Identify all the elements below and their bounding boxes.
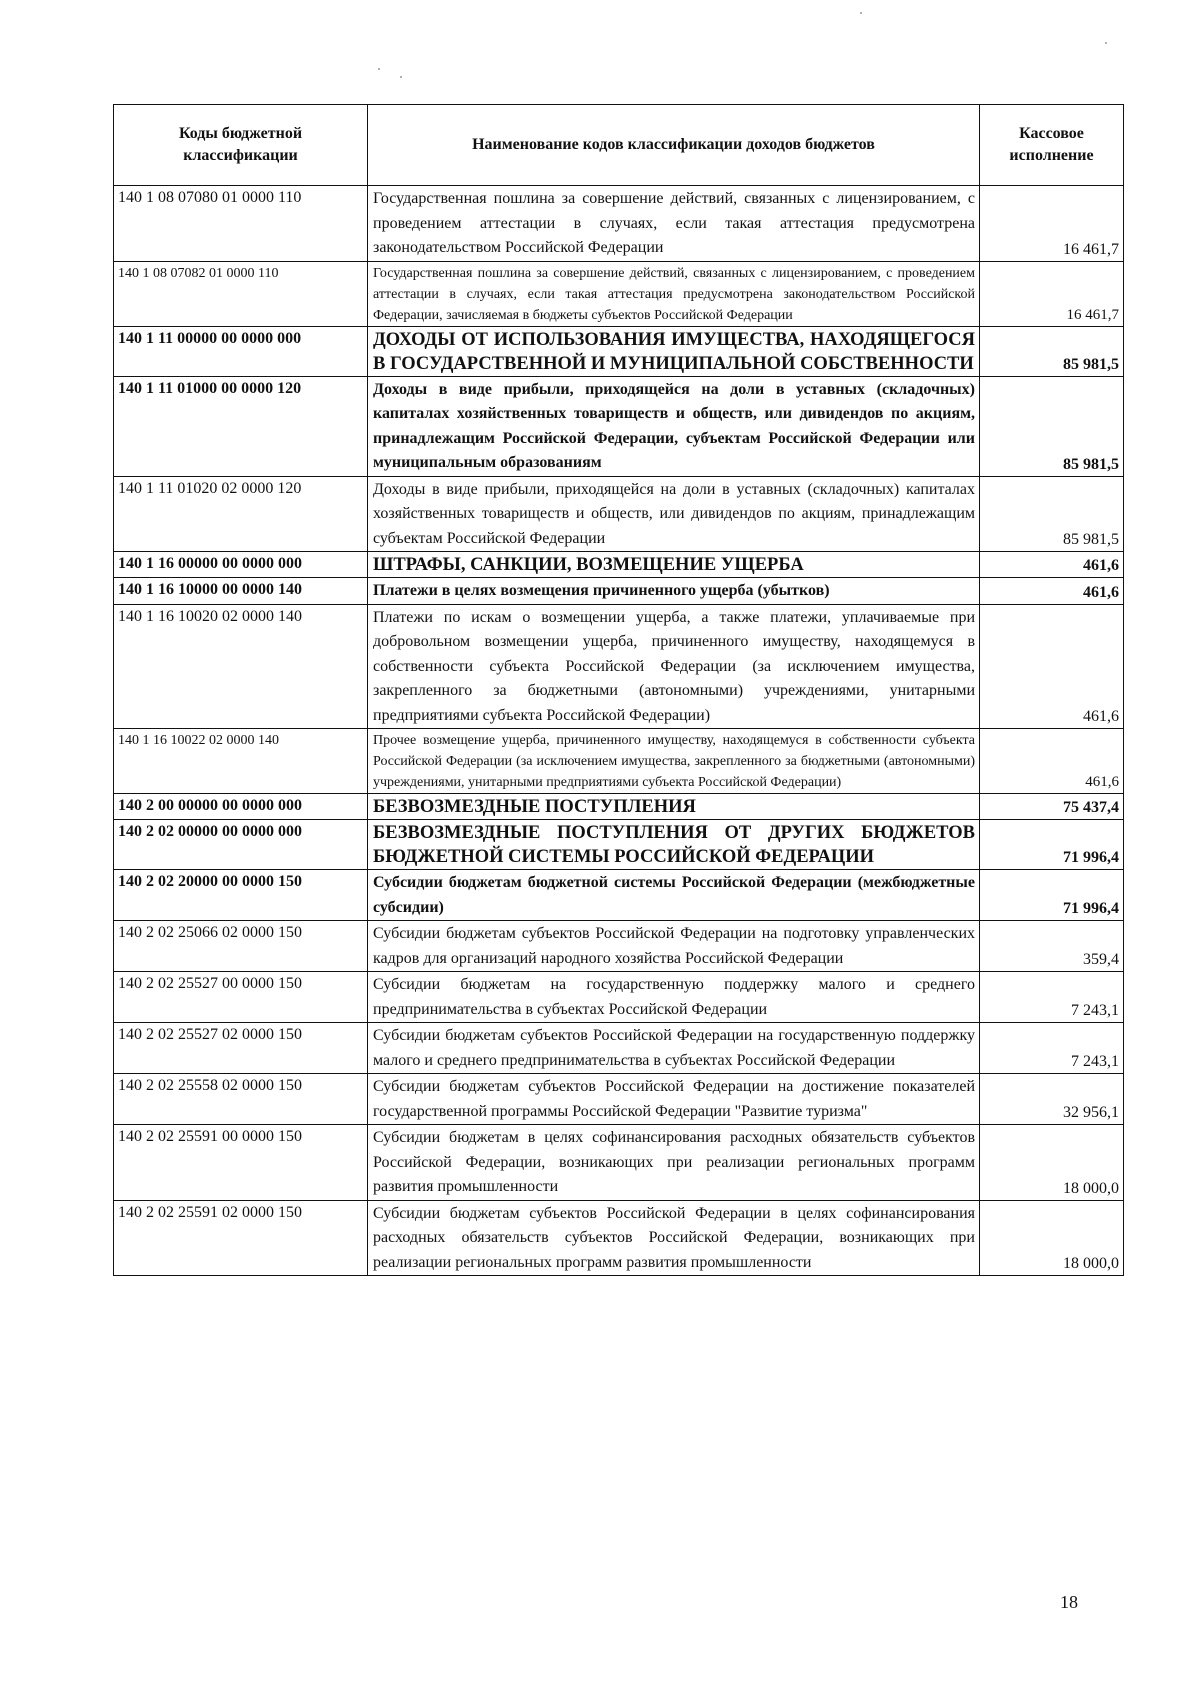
table-row [114,972,1124,1023]
table-row [114,820,1124,870]
budget-code-cell: 140 2 02 25558 02 0000 150 [114,1074,368,1125]
cash-execution-cell: 461,6 [980,729,1124,794]
cash-execution-cell: 461,6 [980,604,1124,729]
budget-code-cell: 140 1 11 00000 00 0000 000 [114,326,368,376]
table-row [114,1023,1124,1074]
revenue-name-cell: Субсидии бюджетам на государственную поддержку малого и среднего предпринимательства в субъектах Российской Федерации [368,972,980,1023]
cash-execution-cell: 85 981,5 [980,476,1124,552]
cash-execution-cell: 7 243,1 [980,972,1124,1023]
budget-code-cell: 140 2 02 25527 02 0000 150 [114,1023,368,1074]
cash-execution-cell: 32 956,1 [980,1074,1124,1125]
revenue-name-cell: ШТРАФЫ, САНКЦИИ, ВОЗМЕЩЕНИЕ УЩЕРБА [368,552,980,578]
cash-execution-cell: 16 461,7 [980,261,1124,326]
table-header-row [114,105,1124,186]
budget-code-cell: 140 2 02 25066 02 0000 150 [114,921,368,972]
cash-execution-cell: 85 981,5 [980,326,1124,376]
table-row [114,870,1124,921]
cash-execution-cell: 18 000,0 [980,1125,1124,1201]
revenue-name-cell: Доходы в виде прибыли, приходящейся на доли в уставных (складочных) капиталах хозяйственных товариществ и обществ, или дивидендов по акциям, принадлежащим Российской Федерации, субъектам Российской Федерации или муниципальным образованиям [368,376,980,476]
revenue-name-cell: Субсидии бюджетам бюджетной системы Российской Федерации (межбюджетные субсидии) [368,870,980,921]
table-row [114,186,1124,262]
table-row [114,921,1124,972]
table-row [114,1125,1124,1201]
table-row [114,261,1124,326]
table-body [114,186,1124,1276]
budget-code-cell: 140 2 02 20000 00 0000 150 [114,870,368,921]
table-row [114,578,1124,605]
cash-execution-cell: 71 996,4 [980,870,1124,921]
cash-execution-cell: 461,6 [980,578,1124,605]
cash-execution-cell: 71 996,4 [980,820,1124,870]
table-row [114,794,1124,820]
revenue-name-cell: Прочее возмещение ущерба, причиненного имуществу, находящемуся в собственности субъекта Российской Федерации (за исключением имущества, закрепленного за бюджетными (автономными) учреждениями, унитарными предприятиями субъекта Российской Федерации) [368,729,980,794]
revenue-name-cell: Государственная пошлина за совершение действий, связанных с лицензированием, с проведением аттестации в случаях, если такая аттестация предусмотрена законодательством Российской Федерации [368,186,980,262]
budget-code-cell: 140 2 00 00000 00 0000 000 [114,794,368,820]
revenue-name-cell: Субсидии бюджетам субъектов Российской Федерации на государственную поддержку малого и среднего предпринимательства в субъектах Российской Федерации [368,1023,980,1074]
revenue-name-cell: Доходы в виде прибыли, приходящейся на доли в уставных (складочных) капиталах хозяйственных товариществ и обществ, или дивидендов по акциям, принадлежащим субъектам Российской Федерации [368,476,980,552]
budget-code-cell: 140 2 02 25527 00 0000 150 [114,972,368,1023]
revenue-name-cell: Субсидии бюджетам субъектов Российской Федерации в целях софинансирования расходных обязательств субъектов Российской Федерации, возникающих при реализации региональных программ развития промышленности [368,1200,980,1276]
revenue-name-cell: ДОХОДЫ ОТ ИСПОЛЬЗОВАНИЯ ИМУЩЕСТВА, НАХОДЯЩЕГОСЯ В ГОСУДАРСТВЕННОЙ И МУНИЦИПАЛЬНОЙ СОБСТВЕННОСТИ [368,326,980,376]
revenue-name-cell: БЕЗВОЗМЕЗДНЫЕ ПОСТУПЛЕНИЯ [368,794,980,820]
table-row [114,729,1124,794]
table-row [114,1200,1124,1276]
cash-execution-cell: 7 243,1 [980,1023,1124,1074]
budget-code-cell: 140 1 16 00000 00 0000 000 [114,552,368,578]
table-row [114,376,1124,476]
cash-execution-cell: 461,6 [980,552,1124,578]
budget-code-cell: 140 2 02 25591 00 0000 150 [114,1125,368,1201]
header-value: Кассовое исполнение [980,105,1124,186]
revenue-name-cell: Субсидии бюджетам субъектов Российской Федерации на достижение показателей государственной программы Российской Федерации "Развитие туризма" [368,1074,980,1125]
revenue-table-sheet [113,104,1123,1276]
revenue-name-cell: Платежи по искам о возмещении ущерба, а также платежи, уплачиваемые при добровольном возмещении ущерба, причиненного имуществу, находящемуся в собственности субъекта Российской Федерации (за исключением имущества, закрепленного за бюджетными (автономными) учреждениями, унитарными предприятиями субъекта Российской Федерации) [368,604,980,729]
cash-execution-cell: 85 981,5 [980,376,1124,476]
table-row [114,552,1124,578]
page-number: 18 [1060,1592,1078,1612]
budget-code-cell: 140 2 02 00000 00 0000 000 [114,820,368,870]
scan-speck [378,68,380,70]
revenue-name-cell: Платежи в целях возмещения причиненного ущерба (убытков) [368,578,980,605]
budget-code-cell: 140 1 11 01020 02 0000 120 [114,476,368,552]
budget-code-cell: 140 1 08 07082 01 0000 110 [114,261,368,326]
revenue-name-cell: Субсидии бюджетам субъектов Российской Федерации на подготовку управленческих кадров для организаций народного хозяйства Российской Федерации [368,921,980,972]
scan-speck [1105,42,1107,44]
revenue-name-cell: Субсидии бюджетам в целях софинансирования расходных обязательств субъектов Российской Федерации, возникающих при реализации региональных программ развития промышленности [368,1125,980,1201]
budget-code-cell: 140 1 16 10022 02 0000 140 [114,729,368,794]
scan-speck [400,76,402,78]
budget-code-cell: 140 1 16 10020 02 0000 140 [114,604,368,729]
revenue-name-cell: БЕЗВОЗМЕЗДНЫЕ ПОСТУПЛЕНИЯ ОТ ДРУГИХ БЮДЖЕТОВ БЮДЖЕТНОЙ СИСТЕМЫ РОССИЙСКОЙ ФЕДЕРАЦИИ [368,820,980,870]
cash-execution-cell: 75 437,4 [980,794,1124,820]
revenue-table [113,104,1124,1276]
table-row [114,1074,1124,1125]
table-row [114,476,1124,552]
budget-code-cell: 140 1 11 01000 00 0000 120 [114,376,368,476]
cash-execution-cell: 18 000,0 [980,1200,1124,1276]
budget-code-cell: 140 1 08 07080 01 0000 110 [114,186,368,262]
budget-code-cell: 140 1 16 10000 00 0000 140 [114,578,368,605]
table-row [114,604,1124,729]
scan-speck [860,12,862,14]
header-name: Наименование кодов классификации доходов бюджетов [368,105,980,186]
revenue-name-cell: Государственная пошлина за совершение действий, связанных с лицензированием, с проведением аттестации в случаях, если такая аттестация предусмотрена законодательством Российской Федерации, зачисляемая в бюджеты субъектов Российской Федерации [368,261,980,326]
cash-execution-cell: 359,4 [980,921,1124,972]
table-row [114,326,1124,376]
header-code: Коды бюджетной классификации [114,105,368,186]
budget-code-cell: 140 2 02 25591 02 0000 150 [114,1200,368,1276]
cash-execution-cell: 16 461,7 [980,186,1124,262]
